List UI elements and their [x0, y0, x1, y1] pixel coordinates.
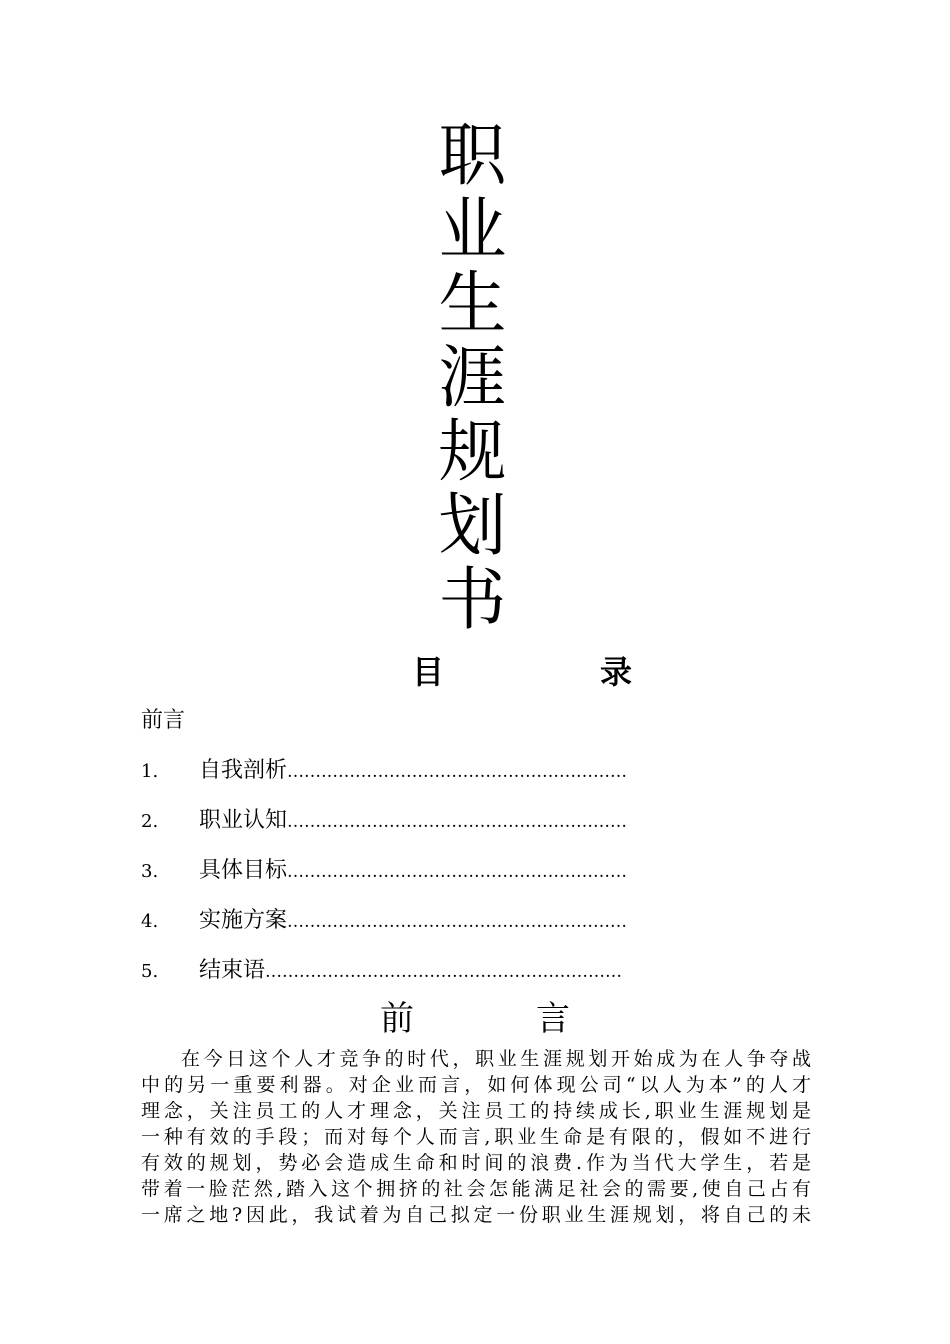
toc-item-leader: …………………………………………………… [287, 912, 628, 932]
document-title [0, 117, 950, 640]
preface-heading [380, 995, 570, 1043]
toc-item[interactable] [141, 855, 761, 905]
preface-line: 一种有效的手段；而对每个人而言,职业生命是有限的，假如不进行 [141, 1126, 811, 1148]
toc-item-number: 1. [141, 761, 159, 782]
toc-heading-right: 录 [599, 653, 632, 691]
preface-line: 中的另一重要利器。对企业而言，如何体现公司“以人为本”的人才 [141, 1074, 811, 1096]
toc-item-label: 实施方案 [199, 908, 288, 933]
title-char: 书 [438, 561, 507, 640]
title-char: 业 [438, 191, 507, 270]
toc-item-leader: …………………………………………………… [287, 762, 628, 782]
toc-list [141, 755, 761, 1005]
title-char: 规 [438, 413, 507, 492]
toc-item-label: 自我剖析 [199, 758, 288, 783]
toc-item-leader: …………………………………………………… [287, 812, 628, 832]
title-char: 职 [438, 117, 507, 196]
preface-heading-right: 言 [536, 999, 570, 1039]
toc-item-number: 4. [141, 911, 159, 932]
preface-line: 在今日这个人才竞争的时代，职业生涯规划开始成为在人争夺战 [181, 1048, 811, 1070]
toc-item[interactable] [141, 755, 761, 805]
toc-item[interactable] [141, 805, 761, 855]
title-char: 涯 [438, 339, 507, 418]
toc-heading [412, 650, 632, 694]
preface-line: 理念，关注员工的人才理念，关注员工的持续成长,职业生涯规划是 [141, 1100, 811, 1122]
toc-item-label: 具体目标 [199, 858, 288, 883]
toc-item-leader: …………………………………………………… [287, 862, 628, 882]
toc-item-leader: ……………………………………………………… [265, 962, 623, 982]
preface-line: 一席之地?因此，我试着为自己拟定一份职业生涯规划，将自己的未 [141, 1204, 811, 1226]
toc-item-label: 结束语 [199, 958, 266, 983]
preface-line: 带着一脸茫然,踏入这个拥挤的社会怎能满足社会的需要,使自己占有 [141, 1178, 811, 1200]
title-char: 生 [438, 265, 507, 344]
preface-heading-left: 前 [380, 999, 414, 1039]
toc-item-number: 3. [141, 861, 159, 882]
title-char: 划 [438, 487, 507, 566]
toc-item[interactable] [141, 905, 761, 955]
toc-item-number: 5. [141, 961, 159, 982]
toc-heading-left: 目 [412, 653, 445, 691]
preface-line: 有效的规划，势必会造成生命和时间的浪费.作为当代大学生，若是 [141, 1152, 811, 1174]
preface-body [141, 1046, 811, 1228]
toc-preface-entry[interactable]: 前言 [141, 708, 186, 733]
toc-item-number: 2. [141, 811, 159, 832]
toc-item-label: 职业认知 [199, 808, 288, 833]
